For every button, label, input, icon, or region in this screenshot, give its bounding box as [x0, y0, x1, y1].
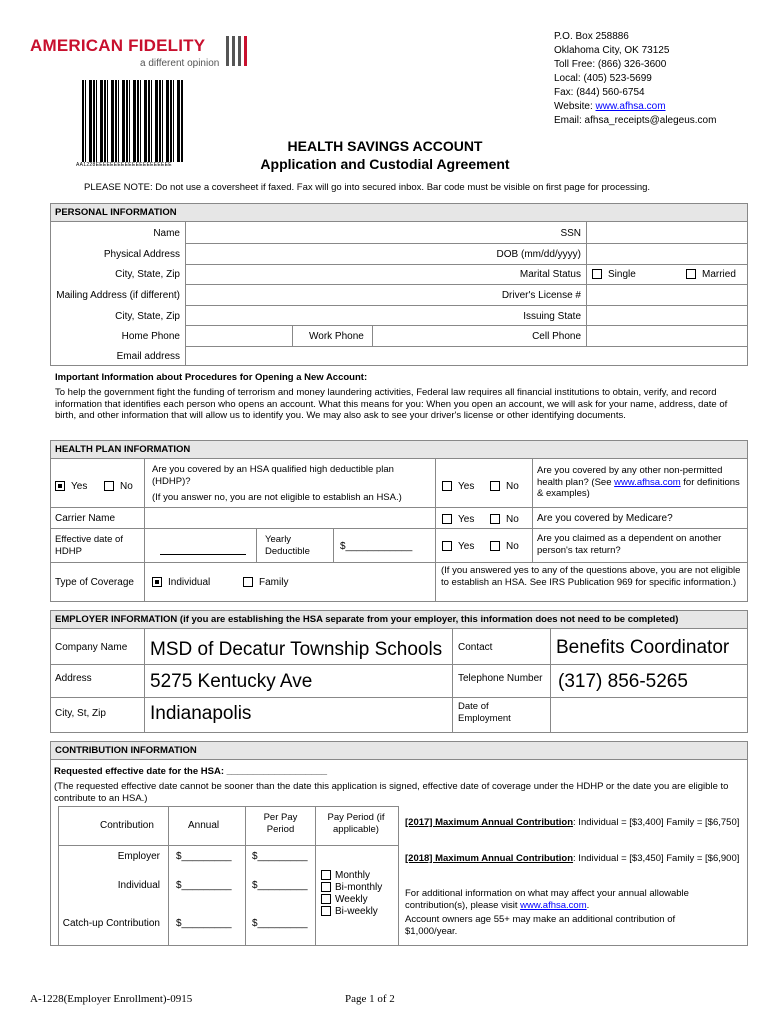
max-2018: [2018] Maximum Annual Contribution: Individual = [$3,450] Family = [$6,900]: [405, 853, 740, 864]
email-label: Email address: [116, 351, 180, 362]
logo-bars-icon: [226, 36, 247, 66]
dependent-no-label: No: [506, 541, 519, 552]
individual-coverage-label: Individual: [168, 577, 211, 588]
nonpermitted-no-label: No: [506, 481, 519, 492]
important-heading: Important Information about Procedures for Opening a New Account:: [55, 372, 368, 383]
email-field[interactable]: [186, 347, 747, 366]
cell-phone-label: Cell Phone: [532, 331, 581, 342]
dependent-yes-label: Yes: [458, 541, 475, 552]
afhsa-info-link[interactable]: www.afhsa.com: [520, 899, 587, 911]
hdhp-yes-checkbox[interactable]: [55, 481, 65, 491]
health-plan-heading: HEALTH PLAN INFORMATION: [51, 441, 747, 459]
nonpermitted-yes-checkbox[interactable]: [442, 481, 452, 491]
weekly-checkbox[interactable]: [321, 894, 331, 904]
medicare-question: Are you covered by Medicare?: [537, 513, 673, 524]
nonpermitted-question: Are you covered by any other non-permitted health plan? (See www.afhsa.com for definitions & examples): [537, 465, 740, 499]
telephone-value[interactable]: (317) 856-5265: [558, 671, 688, 692]
company-address-label: Address: [55, 673, 92, 684]
monthly-checkbox[interactable]: [321, 870, 331, 880]
important-text: To help the government fight the funding of terrorism and money laundering activities, Federal law requires all financial institutions to obtain, verify, and record information that identifies each person who opens an account. What this means for you: When you open an account, we will ask for your name, address, date of birth, and other information that will allow us to identify you. We may also ask to see your driver's license or other identifying documents.: [55, 387, 728, 421]
date-of-employment-field[interactable]: [551, 698, 747, 733]
telephone-label: Telephone Number: [458, 673, 543, 684]
effective-date-label: Effective date of HDHP: [55, 534, 123, 557]
married-checkbox[interactable]: [686, 269, 696, 279]
employer-per-pay-field[interactable]: $_________: [252, 851, 308, 862]
drivers-license-field[interactable]: [587, 285, 747, 305]
fax-note: PLEASE NOTE: Do not use a coversheet if faxed. Fax will go into secured inbox. Bar code must be visible on first page for processing.: [84, 182, 651, 193]
ssn-field[interactable]: [587, 222, 747, 243]
company-city-label: City, St, Zip: [55, 708, 106, 719]
home-phone-field[interactable]: [186, 326, 292, 346]
biweekly-label: Bi-weekly: [335, 906, 378, 917]
contact-address: [554, 30, 716, 128]
issuing-state-label: Issuing State: [523, 311, 581, 322]
individual-row-label: Individual: [117, 880, 160, 891]
requested-date[interactable]: Requested effective date for the HSA: ___________________: [54, 766, 328, 777]
contact-label: Contact: [458, 642, 493, 653]
hdhp-yes-label: Yes: [71, 481, 88, 492]
company-address-value[interactable]: 5275 Kentucky Ave: [150, 671, 313, 692]
logo-tagline: a different opinion: [140, 58, 220, 69]
address-line: Oklahoma City, OK 73125: [554, 45, 670, 56]
form-id: A-1228(Employer Enrollment)-0915: [30, 993, 193, 1005]
yearly-deductible-label: Yearly Deductible: [265, 534, 310, 557]
company-name-label: Company Name: [55, 642, 128, 653]
city-state-zip-label: City, State, Zip: [115, 269, 180, 280]
single-label: Single: [608, 269, 636, 280]
address-line: Fax: (844) 560-6754: [554, 87, 645, 98]
email-line: Email: afhsa_receipts@alegeus.com: [554, 115, 717, 126]
hdhp-question: Are you covered by an HSA qualified high deductible plan (HDHP)?: [152, 464, 394, 487]
dependent-question: Are you claimed as a dependent on another person's tax return?: [537, 533, 722, 556]
individual-per-pay-field[interactable]: $_________: [252, 880, 308, 891]
medicare-yes-label: Yes: [458, 514, 475, 525]
website-label: Website:: [554, 101, 596, 112]
afhsa-link[interactable]: www.afhsa.com: [614, 476, 681, 488]
carrier-name-label: Carrier Name: [55, 513, 116, 524]
dob-field[interactable]: [587, 244, 747, 264]
address-line: Toll Free: (866) 326-3600: [554, 59, 667, 70]
col-per-pay-period: Per Pay Period: [263, 812, 298, 835]
city-state-zip-2-label: City, State, Zip: [115, 311, 180, 322]
mailing-address-label: Mailing Address (if different): [56, 290, 180, 301]
catchup-row-label: Catch-up Contribution: [62, 918, 160, 929]
individual-annual-field[interactable]: $_________: [176, 880, 232, 891]
cell-phone-field[interactable]: [587, 326, 747, 346]
hdhp-note: (If you answer no, you are not eligible to establish an HSA.): [152, 492, 402, 503]
form-title: HEALTH SAVINGS ACCOUNT: [287, 138, 483, 154]
over-55-note: Account owners age 55+ may make an additional contribution of $1,000/year.: [405, 914, 676, 937]
col-pay-period: Pay Period (if applicable): [327, 812, 385, 835]
col-annual: Annual: [188, 820, 220, 831]
drivers-license-label: Driver's License #: [501, 290, 581, 301]
personal-info-heading: PERSONAL INFORMATION: [51, 204, 747, 222]
dob-label: DOB (mm/dd/yyyy): [496, 249, 581, 260]
company-name-value[interactable]: MSD of Decatur Township Schools: [150, 639, 443, 660]
biweekly-checkbox[interactable]: [321, 906, 331, 916]
catchup-per-pay-field[interactable]: $_________: [252, 918, 308, 929]
effective-date-field[interactable]: [160, 538, 246, 554]
issuing-state-field[interactable]: [587, 306, 747, 325]
date-of-employment-label: Date of Employment: [458, 701, 511, 724]
name-label: Name: [153, 228, 180, 239]
ineligible-note: (If you answered yes to any of the questions above, you are not eligible to establish an HSA. See IRS Publication 969 for specific information.): [441, 565, 741, 588]
individual-coverage-checkbox[interactable]: [152, 577, 162, 587]
bimonthly-checkbox[interactable]: [321, 882, 331, 892]
address-line: Local: (405) 523-5699: [554, 73, 652, 84]
yearly-deductible-field[interactable]: $____________: [340, 541, 413, 552]
barcode-text: AA1228EEEEEEEEEEEEEEEEEEEEE: [76, 162, 172, 168]
bimonthly-label: Bi-monthly: [335, 882, 383, 893]
married-label: Married: [702, 269, 736, 280]
type-of-coverage-label: Type of Coverage: [55, 577, 134, 588]
carrier-name-field[interactable]: [145, 508, 435, 528]
dependent-yes-checkbox[interactable]: [442, 541, 452, 551]
logo-text: AMERICAN FIDELITY: [30, 36, 206, 55]
contribution-info: For additional information on what may affect your annual allowable contribution(s), please visit www.afhsa.com.: [405, 888, 689, 911]
weekly-label: Weekly: [335, 894, 368, 905]
employer-row-label: Employer: [117, 851, 160, 862]
medicare-no-label: No: [506, 514, 519, 525]
medicare-yes-checkbox[interactable]: [442, 514, 452, 524]
monthly-label: Monthly: [335, 870, 371, 881]
nonpermitted-no-checkbox[interactable]: [490, 481, 500, 491]
home-phone-label: Home Phone: [121, 331, 180, 342]
family-coverage-checkbox[interactable]: [243, 577, 253, 587]
hdhp-no-checkbox[interactable]: [104, 481, 114, 491]
company-city-value[interactable]: Indianapolis: [150, 703, 252, 724]
form-subtitle: Application and Custodial Agreement: [260, 156, 510, 172]
marital-status-label: Marital Status: [519, 269, 581, 280]
address-line: P.O. Box 258886: [554, 31, 629, 42]
nonpermitted-yes-label: Yes: [458, 481, 475, 492]
contact-value[interactable]: Benefits Coordinator: [556, 637, 730, 658]
contribution-heading: CONTRIBUTION INFORMATION: [51, 742, 747, 760]
requested-date-note: (The requested effective date cannot be sooner than the date this application is signed, effective date of coverage under the HDHP or the date you are eligible to contribute to an HSA.): [54, 781, 729, 804]
work-phone-label: Work Phone: [309, 331, 364, 342]
employer-heading: EMPLOYER INFORMATION (if you are establishing the HSA separate from your employer, this information does not need to be completed): [51, 611, 747, 629]
physical-address-label: Physical Address: [103, 249, 180, 260]
medicare-no-checkbox[interactable]: [490, 514, 500, 524]
max-2017: [2017] Maximum Annual Contribution: Individual = [$3,400] Family = [$6,750]: [405, 817, 740, 828]
website-link[interactable]: www.afhsa.com: [595, 101, 666, 112]
hdhp-no-label: No: [120, 481, 133, 492]
dependent-no-checkbox[interactable]: [490, 541, 500, 551]
employer-annual-field[interactable]: $_________: [176, 851, 232, 862]
page-number: Page 1 of 2: [345, 993, 395, 1005]
catchup-annual-field[interactable]: $_________: [176, 918, 232, 929]
single-checkbox[interactable]: [592, 269, 602, 279]
family-coverage-label: Family: [259, 577, 289, 588]
col-contribution: Contribution: [100, 820, 154, 831]
ssn-label: SSN: [560, 228, 581, 239]
